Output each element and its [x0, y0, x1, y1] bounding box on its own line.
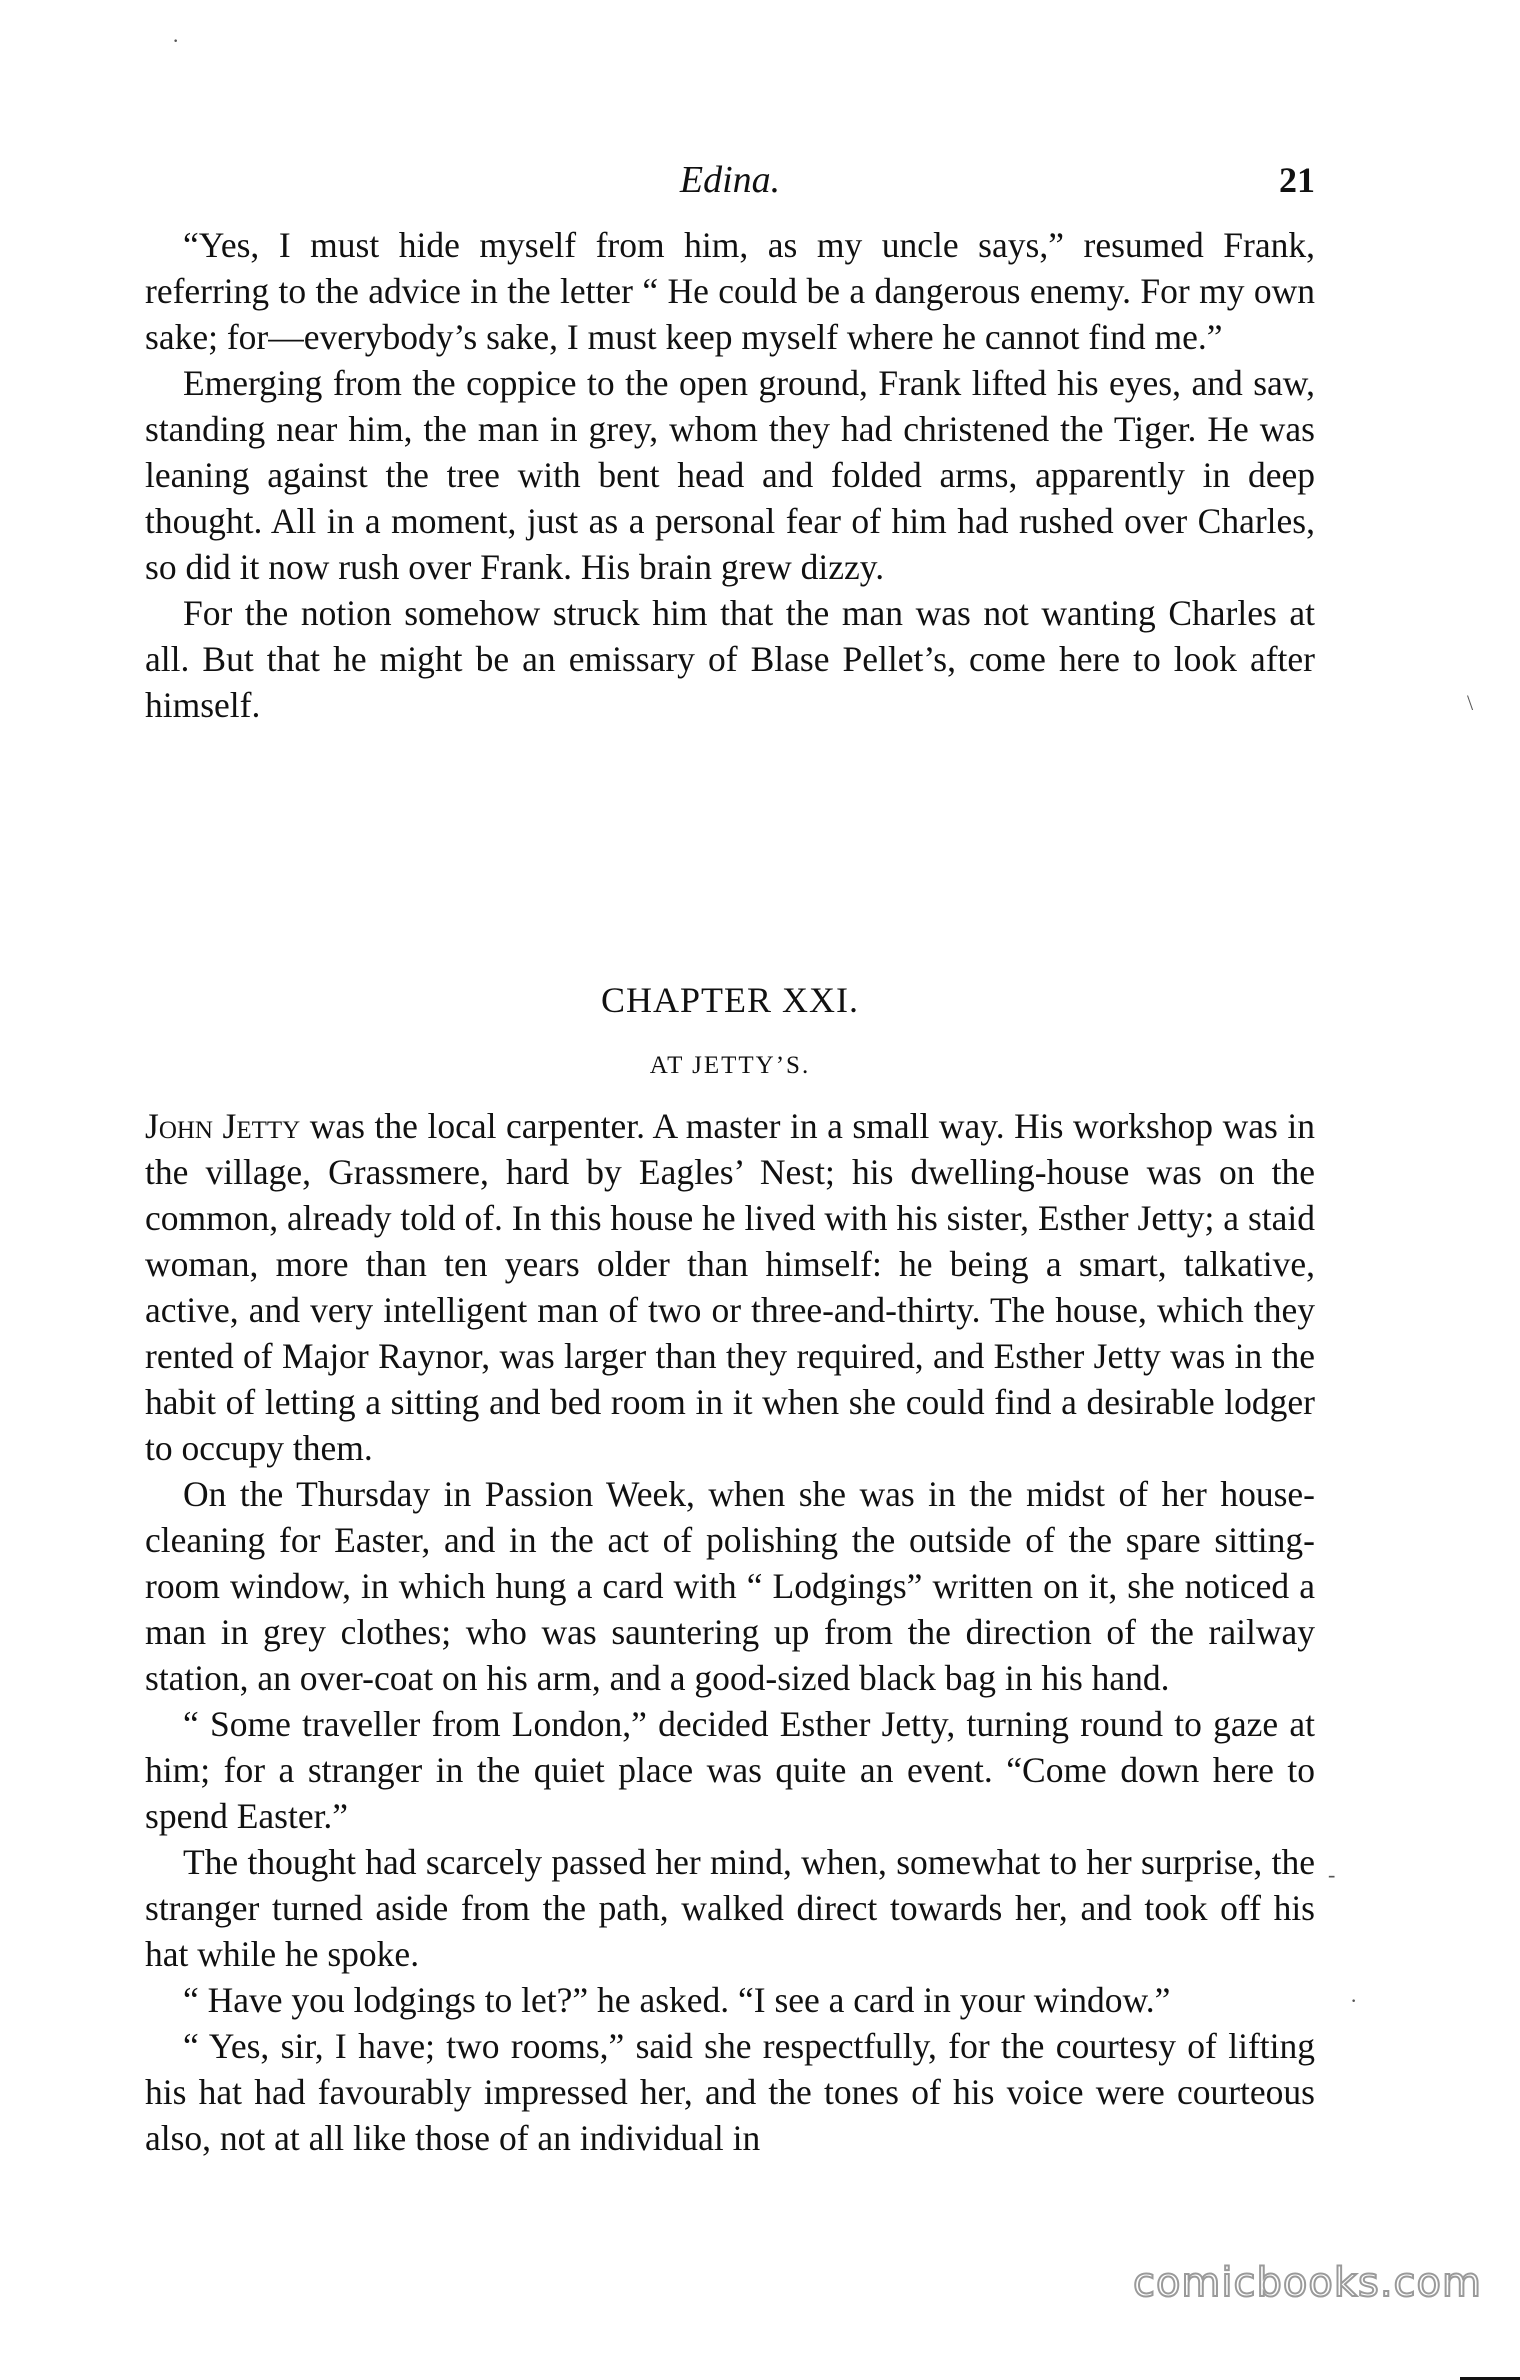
paragraph: “ Have you lodgings to let?” he asked. “I see a card in your window.”	[183, 1980, 1171, 2020]
chapter-opening-paragraph	[145, 1103, 1315, 1471]
margin-speck: \	[1467, 690, 1474, 715]
top-text-block	[145, 222, 1315, 728]
opening-name: John Jetty	[145, 1106, 301, 1146]
page-number: 21	[1279, 160, 1315, 200]
paragraph: The thought had scarcely passed her mind, when, somewhat to her surprise, the stranger turned aside from the path, walked direct towards her, and took off his hat while he spoke.	[145, 1842, 1315, 1974]
paragraph: For the notion somehow struck him that the man was not wanting Charles at all. But that he might be an emissary of Blase Pellet’s, come here to look after himself.	[145, 593, 1315, 725]
opening-text: was the local carpenter. A master in a small way. His workshop was in the village, Grassmere, hard by Eagles’ Nest; his dwelling-house was on the common, already told of. In this house he lived with his sister, Esther Jetty; a staid woman, more than ten years older than himself: he being a smart, talkative, active, and very intelligent man of two or three-and-thirty. The house, which they rented of Major Raynor, was larger than they required, and Esther Jetty was in the habit of letting a sitting and bed room in it when she could find a desirable lodger to occupy them.	[145, 1106, 1315, 1468]
chapter-text-block	[145, 1103, 1315, 2161]
paragraph: “ Some traveller from London,” decided Esther Jetty, turning round to gaze at him; for a stranger in the quiet place was quite an event. “Come down here to spend Easter.”	[145, 1704, 1315, 1836]
margin-speck: ·	[1350, 1988, 1358, 2013]
paragraph: “ Yes, sir, I have; two rooms,” said she respectfully, for the courtesy of lifting his hat had favourably impressed her, and the tones of his voice were courteous also, not at all like those of an individual in	[145, 2026, 1315, 2158]
margin-speck: ·	[172, 28, 180, 53]
running-head	[145, 150, 1315, 210]
running-title: Edina.	[679, 159, 781, 201]
chapter-heading: CHAPTER XXI.	[600, 980, 859, 1020]
paragraph: On the Thursday in Passion Week, when she was in the midst of her house-cleaning for Easter, and in the act of polishing the outside of the spare sitting-room window, in which hung a card with “ Lodgings” written on it, she noticed a man in grey clothes; who was sauntering up from the direction of the railway station, an over-coat on his arm, and a good-sized black bag in his hand.	[145, 1474, 1315, 1698]
paragraph: Emerging from the coppice to the open ground, Frank lifted his eyes, and saw, standing near him, the man in grey, whom they had christened the Tiger. He was leaning against the tree with bent head and folded arms, apparently in deep thought. All in a moment, just as a personal fear of him had rushed over Charles, so did it now rush over Frank. His brain grew dizzy.	[145, 363, 1315, 587]
chapter-subheading: AT JETTY’S.	[649, 1052, 811, 1079]
margin-speck: -	[1328, 1862, 1336, 1887]
watermark: comicbooks.com	[1132, 2260, 1482, 2306]
paragraph: “Yes, I must hide myself from him, as my uncle says,” resumed Frank, referring to the advice in the letter “ He could be a dangerous enemy. For my own sake; for—everybody’s sake, I must keep myself where he cannot find me.”	[145, 225, 1315, 357]
